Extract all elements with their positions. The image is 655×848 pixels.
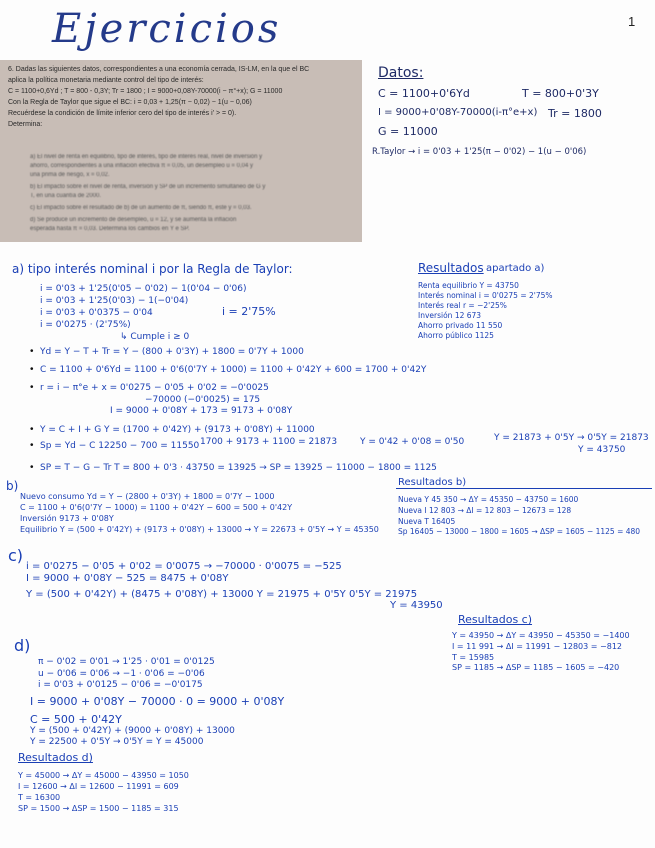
resultados-d-row: I = 12600 → ΔI = 12600 − 11991 = 609 — [18, 782, 179, 791]
part-d-line: Y = (500 + 0'42Y) + (9000 + 0'08Y) + 13000 — [30, 726, 235, 736]
exercise-line: 6. Dadas las siguientes datos, correspondientes a una economía cerrada, IS-LM, en la que el BC — [8, 66, 310, 73]
resultados-c-row: Y = 43950 → ΔY = 43950 − 45350 = −1400 — [452, 631, 630, 640]
resultados-b-row: Sp 16405 − 13000 − 1800 = 1605 → ΔSP = 1605 − 1125 = 480 — [398, 527, 641, 536]
part-a-eq-result1: Y = 21873 + 0'5Y → 0'5Y = 21873 — [494, 433, 649, 443]
part-c-line: Y = 43950 — [390, 600, 443, 611]
exercise-line: Determina: — [8, 121, 43, 128]
resultados-d-heading: Resultados d) — [18, 751, 93, 764]
part-b-line: Nuevo consumo Yd = Y − (2800 + 0'3Y) + 1800 = 0'7Y − 1000 — [20, 492, 275, 501]
part-a-eq: Y = C + I + G Y = (1700 + 0'42Y) + (9173 + 0'08Y) + 11000 — [40, 425, 315, 435]
part-a-yd: Yd = Y − T + Tr = Y − (800 + 0'3Y) + 1800 = 0'7Y + 1000 — [40, 347, 304, 357]
resultados-a-row: Ahorro público 1125 — [418, 331, 494, 340]
datos-heading: Datos: — [378, 65, 424, 81]
question-line: c) El impacto sobre el resultado de b) de un aumento de π, siendo π, este y = 0,03. — [30, 205, 252, 211]
datos-transferencias: Tr = 1800 — [548, 107, 602, 120]
part-d-line: I = 9000 + 0'08Y − 70000 · 0 = 9000 + 0'08Y — [30, 695, 285, 708]
part-a-eq-sum: 1700 + 9173 + 1100 = 21873 — [200, 437, 338, 447]
resultados-d-row: Y = 45000 → ΔY = 45000 − 43950 = 1050 — [18, 771, 189, 780]
part-c-label: c) — [8, 546, 24, 565]
part-d-line: i = 0'03 + 0'0125 − 0'06 = −0'0175 — [38, 680, 203, 690]
exercise-line: Recuérdese la condición de límite inferior cero del tipo de interés i' > = 0). — [8, 110, 237, 117]
resultados-a-row: Interés nominal i = 0'0275 = 2'75% — [418, 291, 553, 300]
page-title: Ejercicios — [52, 6, 282, 52]
part-b-line: Equilibrio Y = (500 + 0'42Y) + (9173 + 0'08Y) + 13000 → Y = 22673 + 0'5Y → Y = 45350 — [20, 525, 379, 534]
exercise-photo — [0, 60, 362, 242]
part-b-line: Inversión 9173 + 0'08Y — [20, 514, 114, 523]
question-line: una prima de riesgo, x = 0,02. — [30, 172, 110, 178]
bullet-icon: • — [30, 382, 34, 393]
resultados-d-row: SP = 1500 → ΔSP = 1500 − 1185 = 315 — [18, 804, 179, 813]
bullet-icon: • — [30, 462, 34, 473]
part-d-line: u − 0'06 = 0'06 → −1 · 0'06 = −0'06 — [38, 669, 205, 679]
resultados-b-row: Nueva Y 45 350 → ΔY = 45350 − 43750 = 1600 — [398, 495, 579, 504]
part-a-heading: a) tipo interés nominal i por la Regla de Taylor: — [12, 262, 293, 276]
bullet-icon: • — [30, 424, 34, 435]
datos-inversion: I = 9000+0'08Y-70000(i-π°e+x) — [378, 107, 538, 118]
question-line: ahorro, correspondientes a una inflación efectiva π = 0,05, un desempleo u = 0,04 y — [30, 163, 253, 169]
part-a-eq-result2: Y = 43750 — [578, 445, 626, 455]
datos-taylor: R.Taylor → i = 0'03 + 1'25(π − 0'02) − 1(u − 0'06) — [372, 147, 587, 157]
resultados-a-note: apartado a) — [486, 263, 545, 274]
exercise-line: aplica la política monetaria mediante control del tipo de interés: — [8, 77, 204, 84]
part-a-sp: Sp = Yd − C 12250 − 700 = 11550 — [40, 441, 200, 451]
resultados-a-row: Ahorro privado 11 550 — [418, 321, 503, 330]
part-a-spub: SP = T − G − Tr T = 800 + 0'3 · 43750 = 13925 → SP = 13925 − 11000 − 1800 = 1125 — [40, 463, 437, 473]
bullet-icon: • — [30, 346, 34, 357]
part-c-line: i = 0'0275 − 0'05 + 0'02 = 0'0075 → −70000 · 0'0075 = −525 — [26, 561, 342, 572]
datos-impuestos: T = 800+0'3Y — [522, 87, 599, 100]
resultados-b-row: Nueva I 12 803 → ΔI = 12 803 − 12673 = 128 — [398, 506, 572, 515]
resultados-a-heading: Resultados — [418, 261, 484, 275]
part-b-line: C = 1100 + 0'6(0'7Y − 1000) = 1100 + 0'42Y − 600 = 500 + 0'42Y — [20, 503, 293, 512]
resultados-d-row: T = 16300 — [18, 793, 61, 802]
resultados-b-row: Nueva T 16405 — [398, 517, 456, 526]
divider — [396, 488, 652, 489]
page-number: 1 — [628, 14, 636, 29]
resultados-c-heading: Resultados c) — [458, 613, 533, 626]
part-a-inv2: I = 9000 + 0'08Y + 173 = 9173 + 0'08Y — [110, 406, 293, 416]
part-a-line: i = 0'03 + 1'25(0'05 − 0'02) − 1(0'04 − 0'06) — [40, 284, 247, 294]
resultados-c-row: SP = 1185 → ΔSP = 1185 − 1605 = −420 — [452, 663, 620, 672]
question-line: d) Se produce un incremento de desempleo, u = 12, y se aumenta la inflación — [30, 217, 237, 223]
part-a-eq-solve: Y = 0'42 + 0'08 = 0'50 — [360, 437, 465, 447]
part-a-line: i = 0'03 + 1'25(0'03) − 1(−0'04) — [40, 296, 189, 306]
resultados-c-row: I = 11 991 → ΔI = 11991 − 12803 = −812 — [452, 642, 622, 651]
part-a-r: r = i − π°e + x = 0'0275 − 0'05 + 0'02 = −0'0025 — [40, 383, 269, 393]
bullet-icon: • — [30, 440, 34, 451]
part-c-line: I = 9000 + 0'08Y − 525 = 8475 + 0'08Y — [26, 573, 229, 584]
part-d-label: d) — [14, 636, 31, 655]
part-c-line: Y = (500 + 0'42Y) + (8475 + 0'08Y) + 13000 Y = 21975 + 0'5Y 0'5Y = 21975 — [26, 589, 418, 600]
question-line: b) El impacto sobre el nivel de renta, inversión y SP de un incremento simultáneo de G y — [30, 184, 266, 190]
resultados-c-row: T = 15985 — [452, 653, 495, 662]
question-line: esperada hasta π = 0,03. Determina los cambios en Y e SP. — [30, 226, 190, 232]
resultados-b-heading: Resultados b) — [398, 477, 467, 488]
bullet-icon: • — [30, 364, 34, 375]
part-a-line: i = 0'03 + 0'0375 − 0'04 — [40, 308, 153, 318]
resultados-a-row: Renta equilibrio Y = 43750 — [418, 281, 519, 290]
part-a-cumple: ↳ Cumple i ≥ 0 — [120, 332, 190, 342]
datos-consumo: C = 1100+0'6Yd — [378, 87, 470, 100]
datos-gasto: G = 11000 — [378, 125, 438, 138]
part-a-result: i = 2'75% — [222, 305, 276, 318]
part-a-inv1: −70000 (−0'0025) = 175 — [145, 395, 261, 405]
part-b-label: b) — [6, 479, 19, 493]
exercise-line: Con la Regla de Taylor que sigue el BC: i = 0,03 + 1,25(π − 0,02) − 1(u − 0,06) — [8, 99, 252, 106]
part-a-c: C = 1100 + 0'6Yd = 1100 + 0'6(0'7Y + 1000) = 1100 + 0'42Y + 600 = 1700 + 0'42Y — [40, 365, 427, 375]
part-a-line: i = 0'0275 · (2'75%) — [40, 320, 131, 330]
exercise-line: C = 1100+0,6Yd ; T = 800 - 0,3Y; Tr = 1800 ; I = 9000+0,08Y-70000(i − π°+x); G = 11000 — [8, 88, 283, 95]
question-line: T, en una cuantía de 2000. — [30, 193, 102, 199]
question-line: a) El nivel de renta en equilibrio, tipo de interés, tipo de interés real, nivel de inversión y — [30, 154, 263, 160]
part-d-line: π − 0'02 = 0'01 → 1'25 · 0'01 = 0'0125 — [38, 657, 215, 667]
resultados-a-row: Interés real r = −2'25% — [418, 301, 507, 310]
resultados-a-row: Inversión 12 673 — [418, 311, 482, 320]
part-d-line: Y = 22500 + 0'5Y → 0'5Y = Y = 45000 — [30, 737, 204, 747]
part-d-line: C = 500 + 0'42Y — [30, 713, 122, 726]
